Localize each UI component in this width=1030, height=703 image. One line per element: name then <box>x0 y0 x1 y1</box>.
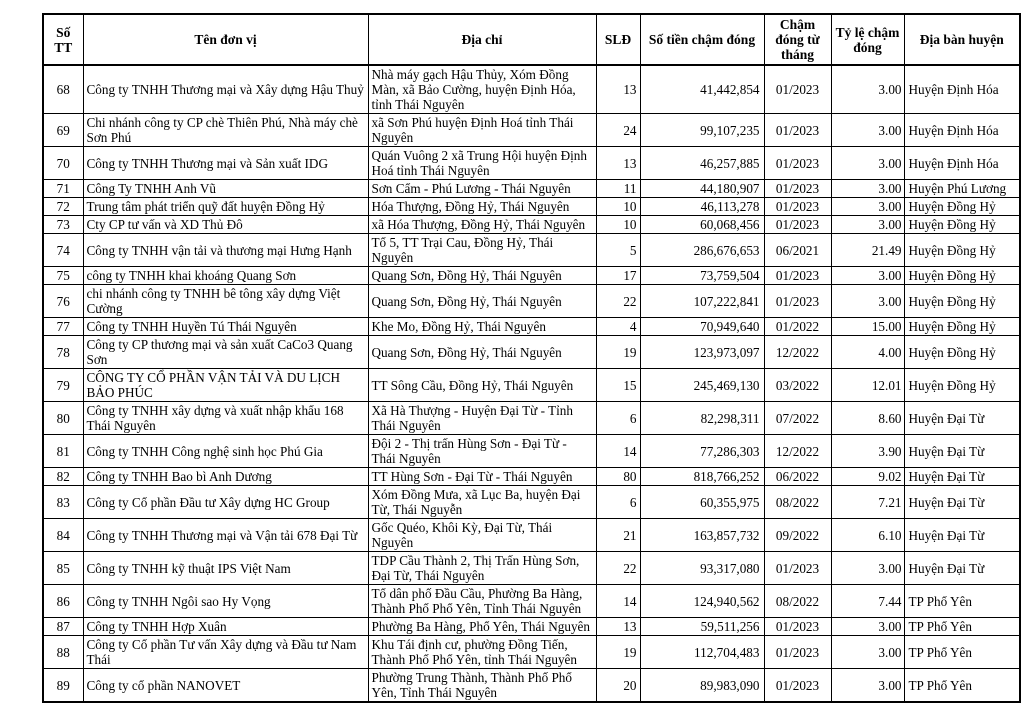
cell-stt: 82 <box>43 468 83 486</box>
cell-stt: 81 <box>43 435 83 468</box>
cell-stt: 76 <box>43 285 83 318</box>
cell-amount: 60,068,456 <box>640 216 764 234</box>
cell-amount: 73,759,504 <box>640 267 764 285</box>
cell-address: Quán Vuông 2 xã Trung Hội huyện Định Hoá tỉnh Thái Nguyên <box>368 147 596 180</box>
cell-district: TP Phổ Yên <box>904 669 1020 703</box>
cell-name: Công ty Cổ phần Tư vấn Xây dựng và Đầu tư Nam Thái <box>83 636 368 669</box>
cell-amount: 89,983,090 <box>640 669 764 703</box>
cell-stt: 68 <box>43 65 83 114</box>
cell-from_month: 01/2023 <box>764 65 831 114</box>
cell-from_month: 01/2023 <box>764 216 831 234</box>
cell-sld: 22 <box>596 552 640 585</box>
cell-from_month: 01/2023 <box>764 636 831 669</box>
cell-rate: 3.00 <box>831 198 904 216</box>
cell-stt: 73 <box>43 216 83 234</box>
cell-from_month: 09/2022 <box>764 519 831 552</box>
cell-amount: 123,973,097 <box>640 336 764 369</box>
table-row <box>43 65 1020 114</box>
table-row <box>43 234 1020 267</box>
cell-amount: 93,317,080 <box>640 552 764 585</box>
cell-district: TP Phổ Yên <box>904 618 1020 636</box>
column-header-amount: Số tiền chậm đóng <box>640 14 764 65</box>
cell-rate: 3.00 <box>831 636 904 669</box>
cell-address: Phường Ba Hàng, Phổ Yên, Thái Nguyên <box>368 618 596 636</box>
cell-name: Công ty TNHH Thương mại và Vận tải 678 Đại Từ <box>83 519 368 552</box>
cell-rate: 3.00 <box>831 65 904 114</box>
cell-rate: 3.00 <box>831 618 904 636</box>
cell-stt: 77 <box>43 318 83 336</box>
table-row <box>43 468 1020 486</box>
table-row <box>43 267 1020 285</box>
cell-from_month: 07/2022 <box>764 402 831 435</box>
cell-amount: 286,676,653 <box>640 234 764 267</box>
cell-name: Trung tâm phát triển quỹ đất huyện Đồng Hỷ <box>83 198 368 216</box>
cell-from_month: 01/2023 <box>764 618 831 636</box>
cell-district: Huyện Đồng Hỷ <box>904 318 1020 336</box>
cell-sld: 10 <box>596 216 640 234</box>
cell-address: Hóa Thượng, Đồng Hỷ, Thái Nguyên <box>368 198 596 216</box>
table-row <box>43 198 1020 216</box>
cell-sld: 4 <box>596 318 640 336</box>
cell-rate: 12.01 <box>831 369 904 402</box>
cell-from_month: 08/2022 <box>764 486 831 519</box>
cell-sld: 80 <box>596 468 640 486</box>
cell-sld: 13 <box>596 65 640 114</box>
cell-rate: 8.60 <box>831 402 904 435</box>
cell-sld: 11 <box>596 180 640 198</box>
cell-district: TP Phổ Yên <box>904 636 1020 669</box>
table-row <box>43 402 1020 435</box>
table-row <box>43 669 1020 703</box>
cell-from_month: 01/2023 <box>764 198 831 216</box>
cell-address: Xóm Đồng Mưa, xã Lục Ba, huyện Đại Từ, Thái Nguyễn <box>368 486 596 519</box>
cell-amount: 60,355,975 <box>640 486 764 519</box>
cell-amount: 99,107,235 <box>640 114 764 147</box>
cell-amount: 59,511,256 <box>640 618 764 636</box>
cell-name: chi nhánh công ty TNHH bê tông xây dựng Việt Cường <box>83 285 368 318</box>
cell-stt: 86 <box>43 585 83 618</box>
table-row <box>43 519 1020 552</box>
column-header-sld: SLĐ <box>596 14 640 65</box>
cell-name: Công ty TNHH Huyền Tú Thái Nguyên <box>83 318 368 336</box>
cell-rate: 3.00 <box>831 552 904 585</box>
cell-stt: 72 <box>43 198 83 216</box>
cell-address: Tổ 5, TT Trại Cau, Đồng Hỷ, Thái Nguyên <box>368 234 596 267</box>
document-page <box>42 13 1021 703</box>
cell-stt: 70 <box>43 147 83 180</box>
cell-sld: 19 <box>596 336 640 369</box>
cell-sld: 19 <box>596 636 640 669</box>
cell-address: Tổ dân phố Đầu Cầu, Phường Ba Hàng, Thành Phố Phổ Yên, Tỉnh Thái Nguyên <box>368 585 596 618</box>
cell-amount: 818,766,252 <box>640 468 764 486</box>
cell-sld: 6 <box>596 402 640 435</box>
cell-sld: 20 <box>596 669 640 703</box>
cell-address: Quang Sơn, Đồng Hỷ, Thái Nguyên <box>368 285 596 318</box>
cell-sld: 13 <box>596 618 640 636</box>
cell-sld: 14 <box>596 585 640 618</box>
table-row <box>43 369 1020 402</box>
cell-amount: 46,257,885 <box>640 147 764 180</box>
cell-name: Công ty TNHH Thương mại và Xây dựng Hậu Thuỷ <box>83 65 368 114</box>
cell-rate: 3.90 <box>831 435 904 468</box>
cell-stt: 69 <box>43 114 83 147</box>
cell-rate: 3.00 <box>831 114 904 147</box>
cell-district: Huyện Định Hóa <box>904 147 1020 180</box>
cell-stt: 74 <box>43 234 83 267</box>
column-header-district: Địa bàn huyện <box>904 14 1020 65</box>
table-row <box>43 336 1020 369</box>
cell-district: Huyện Đại Từ <box>904 435 1020 468</box>
cell-rate: 3.00 <box>831 216 904 234</box>
table-head <box>43 14 1020 65</box>
cell-rate: 3.00 <box>831 147 904 180</box>
cell-from_month: 06/2022 <box>764 468 831 486</box>
cell-district: TP Phổ Yên <box>904 585 1020 618</box>
cell-stt: 71 <box>43 180 83 198</box>
cell-address: Gốc Quéo, Khôi Kỳ, Đại Từ, Thái Nguyên <box>368 519 596 552</box>
cell-stt: 78 <box>43 336 83 369</box>
column-header-name: Tên đơn vị <box>83 14 368 65</box>
cell-from_month: 01/2023 <box>764 669 831 703</box>
cell-sld: 22 <box>596 285 640 318</box>
cell-rate: 21.49 <box>831 234 904 267</box>
cell-from_month: 03/2022 <box>764 369 831 402</box>
cell-rate: 7.21 <box>831 486 904 519</box>
cell-name: Công Ty TNHH Anh Vũ <box>83 180 368 198</box>
cell-from_month: 08/2022 <box>764 585 831 618</box>
cell-address: Khu Tái định cư, phường Đồng Tiến, Thành Phố Phổ Yên, tỉnh Thái Nguyên <box>368 636 596 669</box>
cell-address: Sơn Cẩm - Phú Lương - Thái Nguyên <box>368 180 596 198</box>
cell-sld: 6 <box>596 486 640 519</box>
table-row <box>43 114 1020 147</box>
cell-rate: 3.00 <box>831 180 904 198</box>
cell-sld: 14 <box>596 435 640 468</box>
cell-amount: 70,949,640 <box>640 318 764 336</box>
cell-name: Chi nhánh công ty CP chè Thiên Phú, Nhà máy chè Sơn Phú <box>83 114 368 147</box>
cell-sld: 5 <box>596 234 640 267</box>
cell-stt: 84 <box>43 519 83 552</box>
cell-stt: 83 <box>43 486 83 519</box>
cell-name: Cty CP tư vấn và XD Thủ Đô <box>83 216 368 234</box>
cell-name: Công ty Cổ phần Đầu tư Xây dựng HC Group <box>83 486 368 519</box>
cell-rate: 15.00 <box>831 318 904 336</box>
cell-address: Quang Sơn, Đồng Hỷ, Thái Nguyên <box>368 336 596 369</box>
cell-rate: 9.02 <box>831 468 904 486</box>
column-header-address: Địa chỉ <box>368 14 596 65</box>
cell-name: Công ty TNHH xây dựng và xuất nhập khẩu 168 Thái Nguyên <box>83 402 368 435</box>
cell-address: TT Sông Cầu, Đồng Hỷ, Thái Nguyên <box>368 369 596 402</box>
cell-name: Công ty CP thương mại và sản xuất CaCo3 Quang Sơn <box>83 336 368 369</box>
cell-address: TDP Cầu Thành 2, Thị Trấn Hùng Sơn, Đại Từ, Thái Nguyên <box>368 552 596 585</box>
cell-address: xã Sơn Phú huyện Định Hoá tỉnh Thái Nguyên <box>368 114 596 147</box>
cell-district: Huyện Định Hóa <box>904 114 1020 147</box>
cell-address: Nhà máy gạch Hậu Thủy, Xóm Đồng Màn, xã Bảo Cường, huyện Định Hóa, tỉnh Thái Nguyên <box>368 65 596 114</box>
cell-address: Phường Trung Thành, Thành Phố Phổ Yên, Tỉnh Thái Nguyên <box>368 669 596 703</box>
cell-amount: 82,298,311 <box>640 402 764 435</box>
cell-rate: 3.00 <box>831 285 904 318</box>
cell-district: Huyện Đồng Hỷ <box>904 234 1020 267</box>
cell-amount: 163,857,732 <box>640 519 764 552</box>
cell-from_month: 06/2021 <box>764 234 831 267</box>
cell-name: Công ty TNHH kỹ thuật IPS Việt Nam <box>83 552 368 585</box>
cell-district: Huyện Đồng Hỷ <box>904 336 1020 369</box>
cell-rate: 6.10 <box>831 519 904 552</box>
cell-amount: 41,442,854 <box>640 65 764 114</box>
cell-name: Công ty TNHH Công nghệ sinh học Phú Gia <box>83 435 368 468</box>
column-header-from_month: Chậm đóng từ tháng <box>764 14 831 65</box>
cell-rate: 3.00 <box>831 267 904 285</box>
cell-name: Công ty TNHH vận tải và thương mại Hưng Hạnh <box>83 234 368 267</box>
table-row <box>43 318 1020 336</box>
cell-stt: 79 <box>43 369 83 402</box>
table-row <box>43 636 1020 669</box>
table-row <box>43 552 1020 585</box>
table-body <box>43 65 1020 702</box>
cell-district: Huyện Đại Từ <box>904 519 1020 552</box>
late-payment-table <box>42 13 1021 703</box>
cell-sld: 24 <box>596 114 640 147</box>
cell-amount: 112,704,483 <box>640 636 764 669</box>
cell-from_month: 01/2023 <box>764 552 831 585</box>
table-row <box>43 618 1020 636</box>
column-header-rate: Tỷ lệ chậm đóng <box>831 14 904 65</box>
table-row <box>43 180 1020 198</box>
cell-from_month: 01/2023 <box>764 114 831 147</box>
cell-district: Huyện Đại Từ <box>904 402 1020 435</box>
cell-amount: 77,286,303 <box>640 435 764 468</box>
cell-address: TT Hùng Sơn - Đại Từ - Thái Nguyên <box>368 468 596 486</box>
cell-district: Huyện Đồng Hỷ <box>904 216 1020 234</box>
cell-rate: 4.00 <box>831 336 904 369</box>
cell-from_month: 12/2022 <box>764 435 831 468</box>
cell-name: Công ty cổ phần NANOVET <box>83 669 368 703</box>
cell-rate: 3.00 <box>831 669 904 703</box>
cell-stt: 88 <box>43 636 83 669</box>
cell-address: Quang Sơn, Đồng Hỷ, Thái Nguyên <box>368 267 596 285</box>
cell-name: Công ty TNHH Thương mại và Sản xuất IDG <box>83 147 368 180</box>
cell-address: xã Hóa Thượng, Đồng Hỷ, Thái Nguyên <box>368 216 596 234</box>
cell-address: Xã Hà Thượng - Huyện Đại Từ - Tỉnh Thái Nguyên <box>368 402 596 435</box>
cell-stt: 89 <box>43 669 83 703</box>
cell-name: Công ty TNHH Hợp Xuân <box>83 618 368 636</box>
cell-amount: 44,180,907 <box>640 180 764 198</box>
table-header-row <box>43 14 1020 65</box>
cell-name: công ty TNHH khai khoáng Quang Sơn <box>83 267 368 285</box>
cell-from_month: 01/2023 <box>764 147 831 180</box>
cell-name: CÔNG TY CỔ PHẦN VẬN TẢI VÀ DU LỊCH BẢO PHÚC <box>83 369 368 402</box>
cell-sld: 21 <box>596 519 640 552</box>
table-row <box>43 147 1020 180</box>
cell-stt: 87 <box>43 618 83 636</box>
cell-stt: 75 <box>43 267 83 285</box>
cell-rate: 7.44 <box>831 585 904 618</box>
table-row <box>43 585 1020 618</box>
cell-from_month: 12/2022 <box>764 336 831 369</box>
table-row <box>43 285 1020 318</box>
cell-amount: 107,222,841 <box>640 285 764 318</box>
cell-stt: 85 <box>43 552 83 585</box>
cell-amount: 245,469,130 <box>640 369 764 402</box>
cell-from_month: 01/2023 <box>764 285 831 318</box>
cell-sld: 13 <box>596 147 640 180</box>
cell-district: Huyện Phú Lương <box>904 180 1020 198</box>
cell-from_month: 01/2022 <box>764 318 831 336</box>
cell-district: Huyện Đồng Hỷ <box>904 285 1020 318</box>
cell-sld: 10 <box>596 198 640 216</box>
cell-district: Huyện Đại Từ <box>904 486 1020 519</box>
column-header-stt: Số TT <box>43 14 83 65</box>
cell-district: Huyện Định Hóa <box>904 65 1020 114</box>
cell-sld: 15 <box>596 369 640 402</box>
cell-name: Công ty TNHH Bao bì Anh Dương <box>83 468 368 486</box>
cell-stt: 80 <box>43 402 83 435</box>
cell-district: Huyện Đồng Hỷ <box>904 267 1020 285</box>
cell-district: Huyện Đại Từ <box>904 468 1020 486</box>
cell-amount: 124,940,562 <box>640 585 764 618</box>
cell-from_month: 01/2023 <box>764 180 831 198</box>
cell-amount: 46,113,278 <box>640 198 764 216</box>
cell-sld: 17 <box>596 267 640 285</box>
cell-address: Khe Mo, Đồng Hỷ, Thái Nguyên <box>368 318 596 336</box>
cell-from_month: 01/2023 <box>764 267 831 285</box>
table-row <box>43 216 1020 234</box>
cell-district: Huyện Đồng Hỷ <box>904 369 1020 402</box>
cell-name: Công ty TNHH Ngôi sao Hy Vọng <box>83 585 368 618</box>
table-row <box>43 486 1020 519</box>
table-row <box>43 435 1020 468</box>
cell-address: Đội 2 - Thị trấn Hùng Sơn - Đại Từ - Thái Nguyên <box>368 435 596 468</box>
cell-district: Huyện Đồng Hỷ <box>904 198 1020 216</box>
cell-district: Huyện Đại Từ <box>904 552 1020 585</box>
